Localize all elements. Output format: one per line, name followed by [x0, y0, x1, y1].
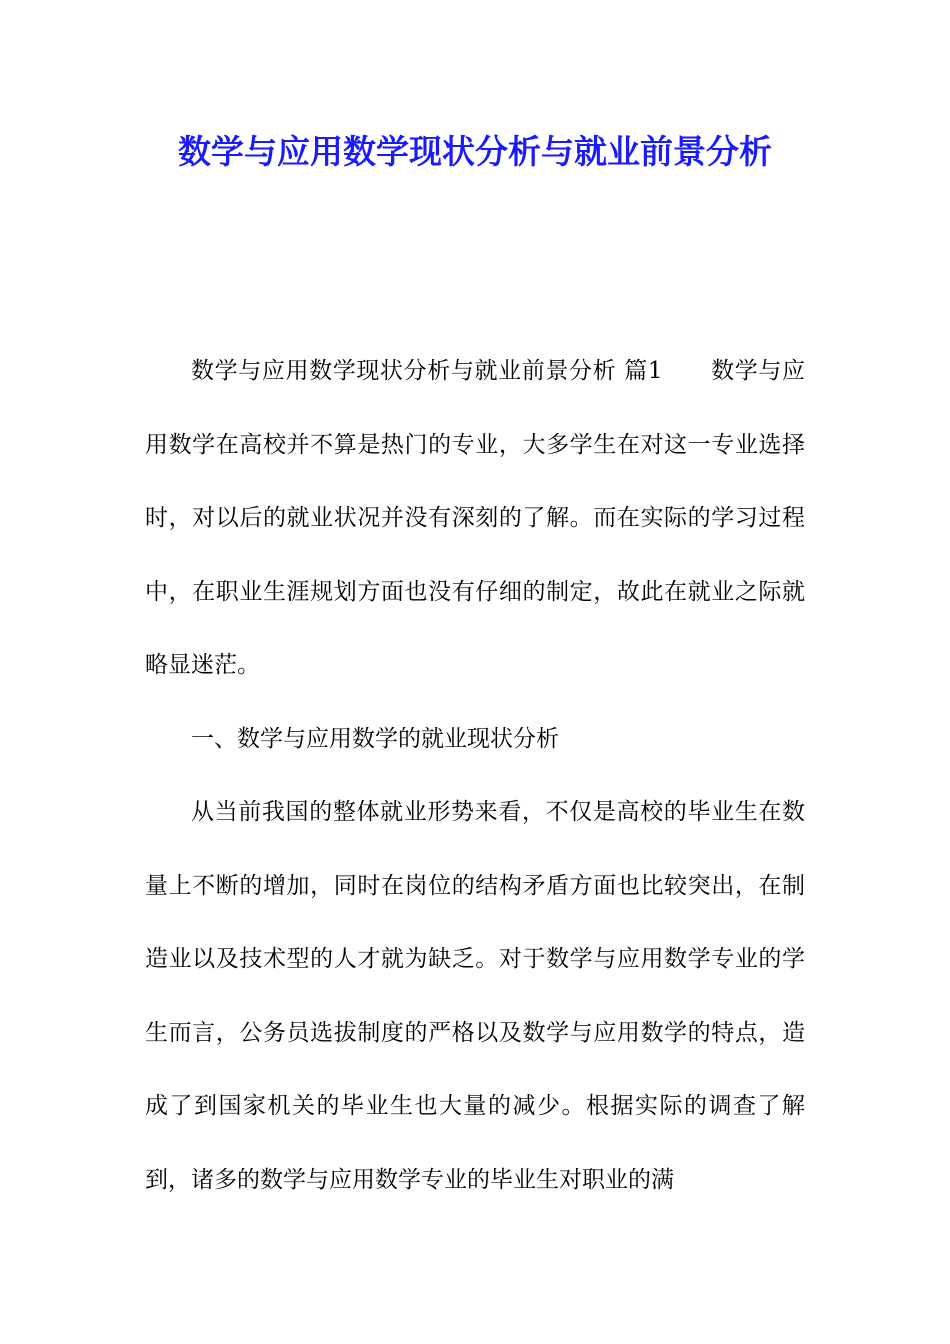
body-paragraph: 从当前我国的整体就业形势来看，不仅是高校的毕业生在数量上不断的增加，同时在岗位的结构矛盾方面也比较突出，在制造业以及技术型的人才就为缺乏。对于数学与应用数学专业的学生而言，公务员选拔制度的严格以及数学与应用数学的特点，造成了到国家机关的毕业生也大量的减少。根据实际的调查了解到，诸多的数学与应用数学专业的毕业生对职业的满: [145, 799, 805, 1193]
section-heading: 一、数学与应用数学的就业现状分析: [191, 725, 559, 752]
document-title: 数学与应用数学现状分析与就业前景分析: [178, 132, 772, 171]
intro-heading: 数学与应用数学现状分析与就业前景分析 篇1: [191, 358, 663, 384]
document-body: [145, 335, 805, 1217]
intro-paragraph: [145, 335, 805, 703]
intro-text: 数学与应用数学在高校并不算是热门的专业，大多学生在对这一专业选择时，对以后的就业状况并没有深刻的了解。而在实际的学习过程中，在职业生涯规划方面也没有仔细的制定，故此在就业之际就略显迷茫。: [145, 358, 805, 678]
